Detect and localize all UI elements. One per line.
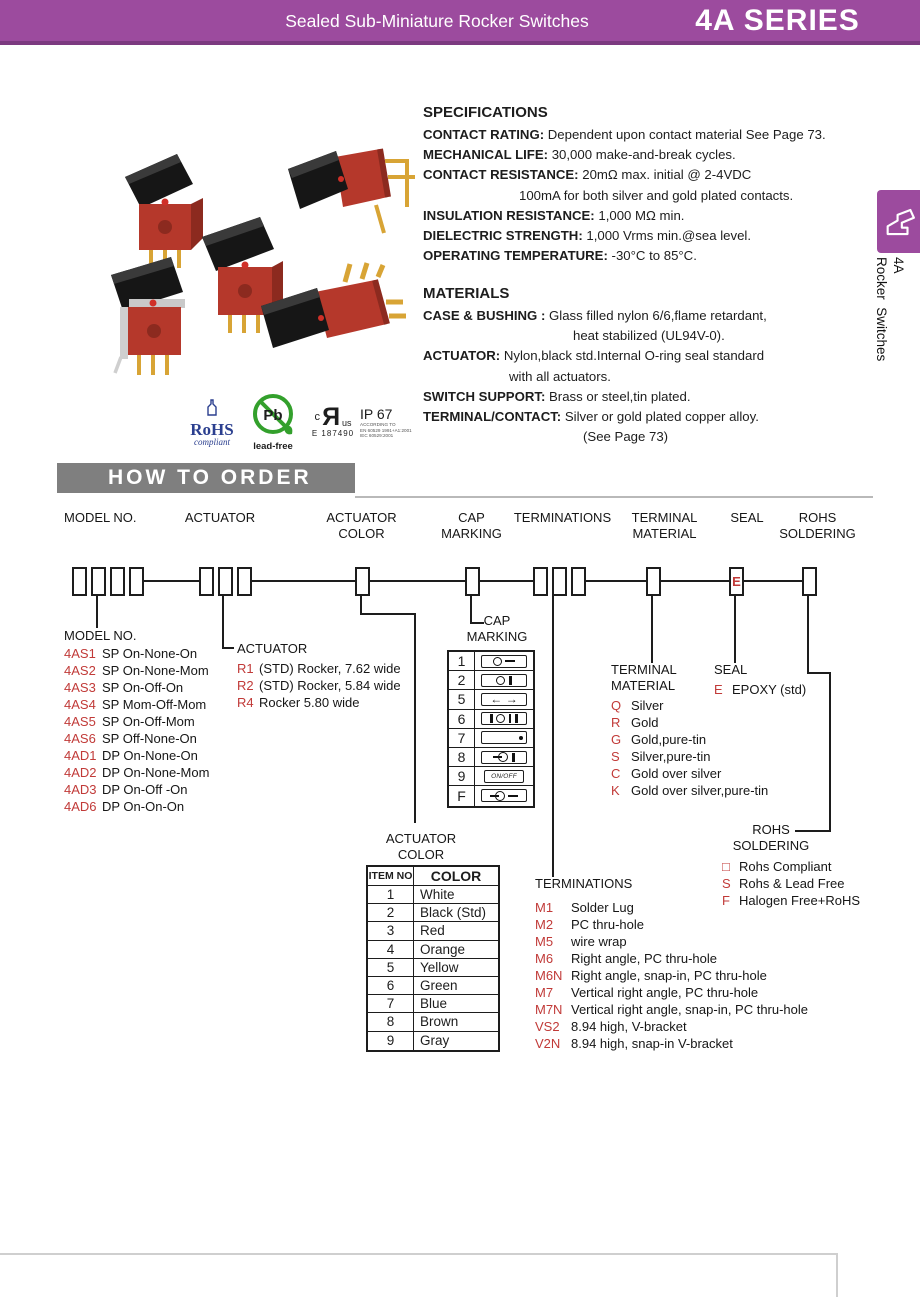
option-code: □ <box>722 859 730 874</box>
cap-marking-code: 7 <box>449 729 475 747</box>
option-description: SP On-None-Mom <box>102 663 209 678</box>
text-line: heat stabilized (UL94V-0). <box>573 328 725 344</box>
option-code: 4AD2 <box>64 765 97 780</box>
text-line: 100mA for both silver and gold plated contacts. <box>519 187 794 203</box>
color-table-row <box>368 941 498 959</box>
order-code-box <box>465 567 480 596</box>
connector-line <box>734 596 736 663</box>
specifications-title: SPECIFICATIONS <box>423 104 548 121</box>
option-code: M7 <box>535 985 554 1000</box>
list-item <box>237 677 401 694</box>
option-description: EPOXY (std) <box>732 682 807 697</box>
order-code-box <box>802 567 817 596</box>
color-table-row <box>368 904 498 922</box>
list-item <box>237 694 401 711</box>
option-description: (STD) Rocker, 5.84 wide <box>259 678 401 693</box>
list-item <box>611 748 768 765</box>
option-description: PC thru-hole <box>571 917 644 932</box>
color-name: Blue <box>420 996 448 1012</box>
option-code: M2 <box>535 917 554 932</box>
connector-line <box>370 580 465 582</box>
option-description: (STD) Rocker, 7.62 wide <box>259 661 401 676</box>
ul-mark-icon: R <box>321 403 341 431</box>
color-name: Red <box>420 923 445 939</box>
column-header-actuator: ACTUATOR <box>184 510 256 525</box>
option-code: 4AS6 <box>64 731 96 746</box>
cap-marking-row <box>449 652 533 671</box>
cap-marking-code: 8 <box>449 748 475 766</box>
option-code: F <box>722 893 730 908</box>
cap-marking-code: 5 <box>449 690 475 708</box>
option-description: Vertical right angle, PC thru-hole <box>571 985 759 1000</box>
page-frame-line <box>0 1253 838 1255</box>
list-item <box>722 875 860 892</box>
color-table-row <box>368 1032 498 1050</box>
color-name: Black (Std) <box>420 905 487 921</box>
materials-section <box>423 285 893 447</box>
column-header-terminal-material: TERMINAL MATERIAL <box>631 510 698 541</box>
cap-marking-symbol <box>475 786 533 805</box>
seal-letter: E <box>732 574 741 589</box>
model-no-list <box>64 645 209 815</box>
order-code-box <box>533 567 548 596</box>
option-description: Vertical right angle, snap-in, PC thru-hole <box>571 1002 809 1017</box>
color-table-row <box>368 886 498 904</box>
option-code: 4AS1 <box>64 646 96 661</box>
option-description: Solder Lug <box>571 900 634 915</box>
cap-marking-row <box>449 748 533 767</box>
connector-line <box>222 596 224 649</box>
connector-line <box>807 596 809 674</box>
order-code-box-seal <box>729 567 744 596</box>
option-description: SP On-Off-Mom <box>102 714 195 729</box>
list-item <box>722 892 860 909</box>
list-item <box>64 747 209 764</box>
list-item <box>535 1018 808 1035</box>
cap-marking-row <box>449 767 533 786</box>
option-description: Halogen Free+RoHS <box>739 893 861 908</box>
option-code: 4AD1 <box>64 748 97 763</box>
list-item <box>714 681 806 698</box>
option-code: 4AD6 <box>64 799 97 814</box>
option-code: 4AS4 <box>64 697 96 712</box>
color-item-no: 8 <box>368 1013 414 1030</box>
connector-line <box>829 672 831 832</box>
list-item <box>64 798 209 815</box>
color-table-row <box>368 977 498 995</box>
cap-symbol-icon <box>481 789 527 802</box>
list-item <box>535 984 808 1001</box>
option-description: SP On-None-On <box>102 646 198 661</box>
cap-marking-row <box>449 690 533 709</box>
cap-symbol-icon <box>481 712 527 725</box>
terminal-material-label: TERMINAL MATERIAL <box>611 662 677 693</box>
cap-symbol-icon <box>481 731 527 744</box>
ip67-line3: IEC 60529:2001 <box>360 433 394 439</box>
option-description: SP Off-None-On <box>102 731 197 746</box>
list-item <box>611 697 768 714</box>
color-name: White <box>420 887 455 903</box>
color-table-row <box>368 1013 498 1031</box>
color-table-row <box>368 922 498 940</box>
connector-line <box>651 596 653 663</box>
cap-marking-symbol <box>475 652 533 670</box>
column-header-seal: SEAL <box>730 510 764 525</box>
color-name: COLOR <box>430 868 482 884</box>
list-item <box>611 714 768 731</box>
seal-label: SEAL <box>714 662 748 677</box>
cap-marking-symbol <box>475 690 533 708</box>
connector-line <box>586 580 646 582</box>
materials-lines <box>423 306 893 447</box>
specifications-section <box>423 104 893 266</box>
side-tab-label <box>874 257 906 407</box>
side-tab-text: Rocker Switches <box>874 257 889 362</box>
connector-line <box>144 580 199 582</box>
option-code: R2 <box>237 678 254 693</box>
option-description: SP On-Off-On <box>102 680 184 695</box>
order-code-box <box>571 567 586 596</box>
text-line: with all actuators. <box>509 368 611 384</box>
svg-text:Pb: Pb <box>263 407 283 424</box>
option-description: Gold over silver,pure-tin <box>631 783 769 798</box>
connector-line <box>414 613 416 823</box>
option-description: DP On-None-On <box>102 748 198 763</box>
option-code: VS2 <box>535 1019 560 1034</box>
color-table-row <box>368 995 498 1013</box>
pb-crossed-icon <box>250 392 296 438</box>
ip67-title: IP 67 <box>360 406 393 422</box>
list-item <box>64 764 209 781</box>
text-line: OPERATING TEMPERATURE: -30°C to 85°C. <box>423 248 697 264</box>
option-code: M1 <box>535 900 554 915</box>
option-code: 4AS5 <box>64 714 96 729</box>
color-item-no: 4 <box>368 941 414 958</box>
option-code: 4AS3 <box>64 680 96 695</box>
banner-rule <box>355 496 873 498</box>
option-description: 8.94 high, snap-in V-bracket <box>571 1036 733 1051</box>
actuator-list <box>237 660 401 711</box>
cap-marking-symbol <box>475 671 533 689</box>
option-description: DP On-On-On <box>102 799 185 814</box>
cap-symbol-icon <box>481 751 527 764</box>
connector-line <box>360 613 416 615</box>
cap-symbol-icon <box>481 674 527 687</box>
cap-marking-label: CAP MARKING <box>466 613 528 644</box>
cap-marking-row <box>449 729 533 748</box>
page-subtitle: Sealed Sub-Miniature Rocker Switches <box>285 11 589 31</box>
order-code-box <box>72 567 87 596</box>
color-table-header-row <box>368 867 498 886</box>
option-description: wire wrap <box>571 934 627 949</box>
rohs-soldering-label: ROHS SOLDERING <box>732 822 810 853</box>
list-item <box>611 765 768 782</box>
list-item <box>611 782 768 799</box>
color-name: Orange <box>420 941 466 957</box>
option-code: K <box>611 783 620 798</box>
cap-marking-code: 1 <box>449 652 475 670</box>
list-item <box>237 660 401 677</box>
text-line: INSULATION RESISTANCE: 1,000 MΩ min. <box>423 207 685 223</box>
materials-title: MATERIALS <box>423 285 510 302</box>
list-item <box>535 933 808 950</box>
connector-line <box>252 580 355 582</box>
ul-prefix: c <box>314 411 320 423</box>
text-line: SWITCH SUPPORT: Brass or steel,tin plated. <box>423 388 691 404</box>
ip67-certification <box>360 406 430 439</box>
order-code-box <box>237 567 252 596</box>
connector-line <box>552 596 554 877</box>
option-code: R4 <box>237 695 254 710</box>
actuator-label: ACTUATOR <box>237 641 308 656</box>
color-item-no: 9 <box>368 1032 414 1050</box>
cap-marking-symbol <box>475 767 533 785</box>
option-code: M6 <box>535 951 554 966</box>
cap-marking-row <box>449 786 533 805</box>
text-line: MECHANICAL LIFE: 30,000 make-and-break cycles. <box>423 147 736 163</box>
rohs-compliant-text: compliant <box>194 437 230 447</box>
color-name: Brown <box>420 1014 459 1030</box>
color-item-no: 3 <box>368 922 414 939</box>
ul-recognized-logo <box>305 403 361 438</box>
color-item-no: ITEM NO <box>368 867 414 885</box>
connector-line <box>807 672 831 674</box>
order-code-box <box>355 567 370 596</box>
option-code: Q <box>611 698 622 713</box>
list-item <box>535 1035 808 1052</box>
option-code: M7N <box>535 1002 563 1017</box>
rocker-switch-illustration-4 <box>111 257 185 375</box>
option-description: DP On-None-Mom <box>102 765 210 780</box>
ip67-line1: ACCORDING TO <box>360 422 396 427</box>
option-description: Gold,pure-tin <box>631 732 707 747</box>
terminal-material-list <box>611 697 768 799</box>
list-item <box>535 1001 808 1018</box>
column-header-actuator-color: ACTUATOR COLOR <box>326 510 397 541</box>
actuator-color-label: ACTUATOR COLOR <box>385 831 457 862</box>
order-code-box <box>199 567 214 596</box>
list-item <box>535 916 808 933</box>
page-frame-line <box>836 1253 838 1297</box>
order-code-box <box>552 567 567 596</box>
rocker-switch-icon <box>882 203 916 241</box>
color-name: Green <box>420 978 458 994</box>
list-item <box>64 781 209 798</box>
option-code: S <box>611 749 620 764</box>
option-description: Gold over silver <box>631 766 722 781</box>
option-description: Rohs Compliant <box>739 859 832 874</box>
order-code-box <box>218 567 233 596</box>
cap-marking-row <box>449 710 533 729</box>
column-header-terminations: TERMINATIONS <box>513 510 612 525</box>
color-table-row <box>368 959 498 977</box>
text-line: CONTACT RATING: Dependent upon contact material See Page 73. <box>423 127 826 142</box>
option-description: SP Mom-Off-Mom <box>102 697 207 712</box>
text-line: ACTUATOR: Nylon,black std.Internal O-ring seal standard <box>423 348 765 364</box>
terminations-label: TERMINATIONS <box>535 876 633 891</box>
option-description: Gold <box>631 715 659 730</box>
option-code: M6N <box>535 968 563 983</box>
option-code: M5 <box>535 934 554 949</box>
text-line: DIELECTRIC STRENGTH: 1,000 Vrms min.@sea level. <box>423 228 752 244</box>
connector-line <box>480 580 533 582</box>
option-description: Right angle, snap-in, PC thru-hole <box>571 968 767 983</box>
text-line: CASE & BUSHING : Glass filled nylon 6/6,flame retardant, <box>423 308 767 323</box>
color-name: Gray <box>420 1033 450 1049</box>
rocker-switch-illustration-2 <box>288 149 415 233</box>
cap-marking-code: 9 <box>449 767 475 785</box>
list-item <box>722 858 860 875</box>
list-item <box>64 645 209 662</box>
text-line: TERMINAL/CONTACT: Silver or gold plated copper alloy. <box>423 409 759 425</box>
order-code-box <box>646 567 661 596</box>
option-code: V2N <box>535 1036 561 1051</box>
specifications-lines <box>423 125 893 266</box>
order-code-box <box>91 567 106 596</box>
rohs-logo-text: RoHS <box>190 420 234 439</box>
color-name: Yellow <box>420 959 459 975</box>
cap-marking-code: 6 <box>449 710 475 728</box>
cap-marking-symbol <box>475 710 533 728</box>
column-header-model-no: MODEL NO. <box>64 510 137 525</box>
option-description: Silver,pure-tin <box>631 749 711 764</box>
ip67-line2: EN 60529 1991+A1:2001 <box>360 427 412 433</box>
column-header-rohs-soldering: ROHS SOLDERING <box>779 510 856 541</box>
cap-marking-table <box>447 650 535 808</box>
leadfree-logo <box>245 392 301 452</box>
color-item-no: 1 <box>368 886 414 903</box>
list-item <box>64 713 209 730</box>
text-line: (See Page 73) <box>583 429 669 445</box>
cap-marking-symbol <box>475 748 533 766</box>
model-no-label: MODEL NO. <box>64 628 137 643</box>
list-item <box>535 950 808 967</box>
cap-symbol-icon: ← → <box>481 693 527 706</box>
rohs-bottle-icon <box>205 399 219 417</box>
column-header-cap-marking: CAP MARKING <box>441 510 502 541</box>
list-item <box>64 696 209 713</box>
option-code: R1 <box>237 661 254 676</box>
cap-marking-code: F <box>449 786 475 805</box>
order-code-box <box>110 567 125 596</box>
side-tab-series: 4A <box>891 257 906 274</box>
order-code-box <box>129 567 144 596</box>
series-side-tab <box>877 190 920 253</box>
option-code: G <box>611 732 622 747</box>
color-item-no: 6 <box>368 977 414 994</box>
option-description: DP On-Off -On <box>102 782 188 797</box>
option-description: Rocker 5.80 wide <box>259 695 360 710</box>
option-code: C <box>611 766 621 781</box>
connector-line <box>96 596 98 628</box>
option-code: E <box>714 682 723 697</box>
option-code: 4AS2 <box>64 663 96 678</box>
list-item <box>64 662 209 679</box>
color-item-no: 2 <box>368 904 414 921</box>
leadfree-text: lead-free <box>253 441 293 452</box>
text-line: CONTACT RESISTANCE: 20mΩ max. initial @ 2-4VDC <box>423 167 752 183</box>
option-description: Rohs & Lead Free <box>739 876 845 891</box>
list-item <box>64 679 209 696</box>
option-description: Silver <box>631 698 664 713</box>
cap-marking-code: 2 <box>449 671 475 689</box>
option-description: 8.94 high, V-bracket <box>571 1019 687 1034</box>
option-code: 4AD3 <box>64 782 97 797</box>
list-item <box>535 967 808 984</box>
color-item-no: 5 <box>368 959 414 976</box>
list-item <box>64 730 209 747</box>
actuator-color-table <box>366 865 500 1052</box>
rocker-switch-illustration-1 <box>125 154 203 268</box>
cap-symbol-icon <box>481 655 527 668</box>
terminations-list <box>535 899 808 1052</box>
option-description: Right angle, PC thru-hole <box>571 951 717 966</box>
cap-marking-row <box>449 671 533 690</box>
connector-line <box>661 580 729 582</box>
color-item-no: 7 <box>368 995 414 1012</box>
ul-suffix: us <box>342 418 352 428</box>
connector-line <box>744 580 802 582</box>
connector-line <box>222 647 234 649</box>
product-photo <box>85 112 415 397</box>
option-code: R <box>611 715 621 730</box>
how-to-order-title: HOW TO ORDER <box>108 466 312 489</box>
option-code: S <box>722 876 731 891</box>
list-item <box>611 731 768 748</box>
cap-symbol-icon: ON/OFF <box>484 770 524 783</box>
rohs-soldering-list <box>722 858 860 909</box>
cap-marking-symbol <box>475 729 533 747</box>
seal-list <box>714 681 806 698</box>
rohs-logo <box>183 399 241 447</box>
ul-file-number: E 187490 <box>311 429 355 438</box>
series-title: 4A SERIES <box>695 4 860 37</box>
